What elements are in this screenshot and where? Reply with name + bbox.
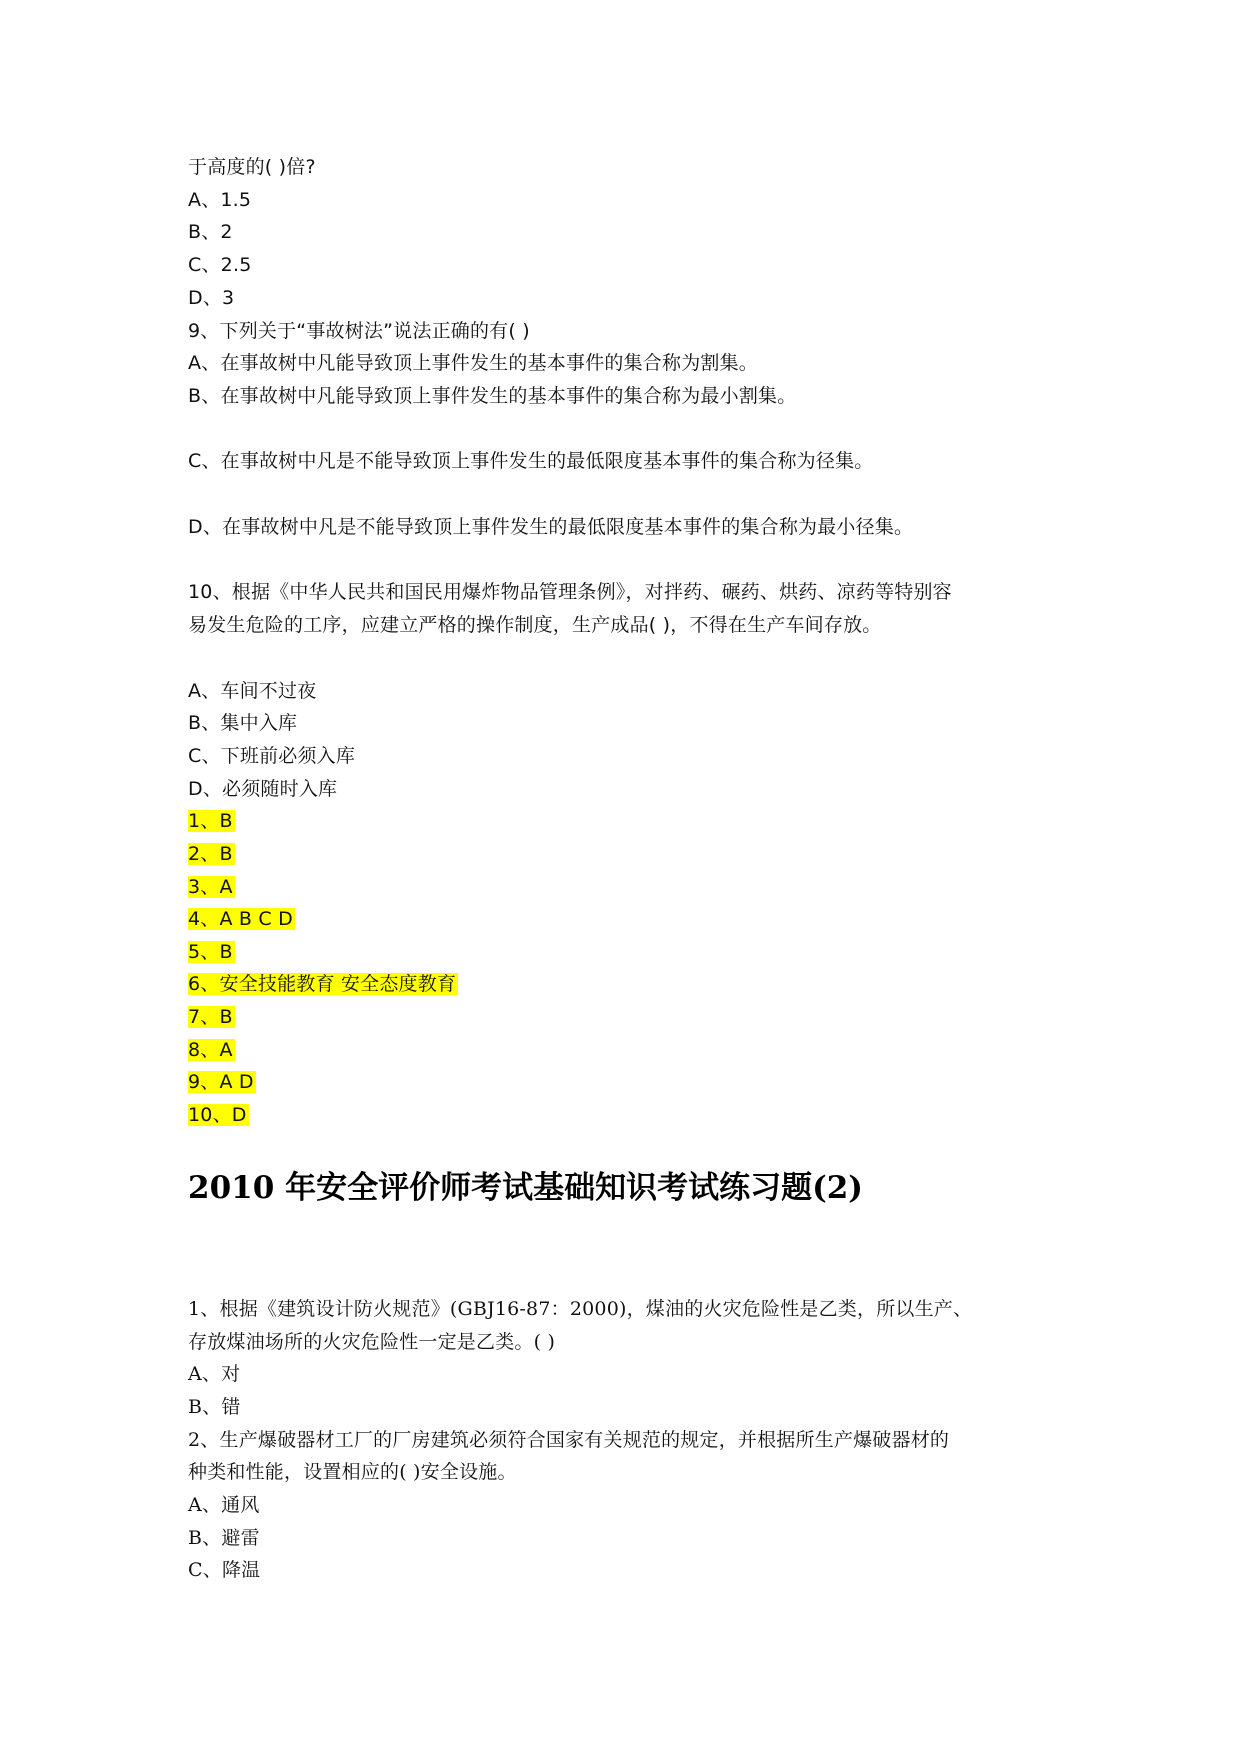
s2-q1-option-b: B、错	[188, 1396, 241, 1418]
answer-3: 3、A	[188, 876, 233, 898]
s2-q1-option-a: A、对	[188, 1363, 241, 1385]
answer-6: 6、安全技能教育 安全态度教育	[188, 973, 457, 995]
s2-q2-option-c: C、降温	[188, 1559, 261, 1581]
answer-key-item	[188, 1037, 235, 1063]
q10-option-c: C、下班前必须入库	[188, 745, 356, 767]
s2-q2-option-a: A、通风	[188, 1494, 260, 1516]
answer-7: 7、B	[188, 1006, 233, 1028]
q8-option-b: B、2	[188, 221, 233, 243]
q10-stem-line-1: 10、根据《中华人民共和国民用爆炸物品管理条例》，对拌药、碾药、烘药、凉药等特别容	[188, 581, 952, 603]
section-heading: 2010 年安全评价师考试基础知识考试练习题(2)	[188, 1170, 863, 1206]
answer-key-item	[188, 874, 235, 900]
q9-option-b: B、在事故树中凡能导致顶上事件发生的基本事件的集合称为最小割集。	[188, 385, 797, 407]
answer-5: 5、B	[188, 941, 233, 963]
s2-q1-stem-line-2: 存放煤油场所的火灾危险性一定是乙类。( )	[188, 1331, 556, 1353]
q9-stem: 9、下列关于“事故树法”说法正确的有( )	[188, 320, 530, 342]
q8-option-c: C、2.5	[188, 254, 252, 276]
answer-key-item	[188, 939, 235, 965]
s2-q2-stem-line-2: 种类和性能，设置相应的( )安全设施。	[188, 1461, 517, 1483]
answer-10: 10、D	[188, 1104, 247, 1126]
q8-stem-tail: 于高度的( )倍?	[188, 156, 316, 178]
q9-option-d: D、在事故树中凡是不能导致顶上事件发生的最低限度基本事件的集合称为最小径集。	[188, 516, 914, 538]
q10-option-d: D、必须随时入库	[188, 778, 338, 800]
answer-key-item	[188, 841, 235, 867]
s2-q2-option-b: B、避雷	[188, 1527, 260, 1549]
answer-key-item	[188, 808, 235, 834]
answer-key-item	[188, 906, 295, 932]
answer-key-item	[188, 1004, 235, 1030]
q8-option-a: A、1.5	[188, 189, 252, 211]
answer-2: 2、B	[188, 843, 233, 865]
q8-option-d: D、3	[188, 287, 235, 309]
answer-key-item	[188, 1102, 249, 1128]
q10-option-b: B、集中入库	[188, 712, 298, 734]
q9-option-a: A、在事故树中凡能导致顶上事件发生的基本事件的集合称为割集。	[188, 352, 758, 374]
answer-key-item	[188, 1069, 256, 1095]
answer-1: 1、B	[188, 810, 233, 832]
answer-8: 8、A	[188, 1039, 233, 1061]
q10-option-a: A、车间不过夜	[188, 680, 317, 702]
answer-4: 4、A B C D	[188, 908, 293, 930]
answer-key-item	[188, 971, 458, 997]
s2-q2-stem-line-1: 2、生产爆破器材工厂的厂房建筑必须符合国家有关规范的规定，并根据所生产爆破器材的	[188, 1429, 950, 1451]
s2-q1-stem-line-1: 1、根据《建筑设计防火规范》(GBJ16-87：2000)，煤油的火灾危险性是乙类，所以生产、	[188, 1298, 973, 1320]
q10-stem-line-2: 易发生危险的工序，应建立严格的操作制度，生产成品( )，不得在生产车间存放。	[188, 614, 882, 636]
q9-option-c: C、在事故树中凡是不能导致顶上事件发生的最低限度基本事件的集合称为径集。	[188, 450, 874, 472]
answer-9: 9、A D	[188, 1071, 254, 1093]
